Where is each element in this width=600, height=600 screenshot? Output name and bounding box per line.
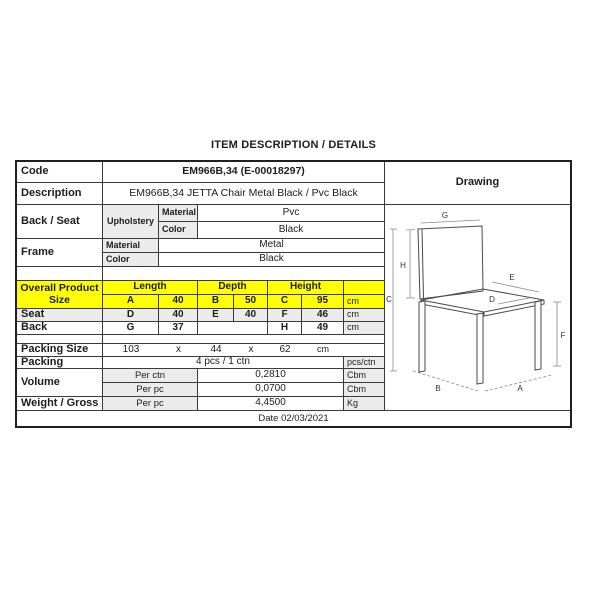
dim-label-g-icon: G [441, 211, 449, 220]
code-value: EM966B,34 (E-00018297) [103, 162, 385, 183]
dim-label-c-icon: C [386, 295, 392, 304]
overall-length-key: A [103, 295, 159, 309]
drawing-area [385, 205, 570, 411]
packing-label: Packing [17, 357, 103, 369]
volume-per-ctn-value: 0,2810 [198, 369, 344, 383]
seat-height-value: 46 [302, 309, 344, 322]
spec-table [15, 160, 572, 428]
seat-length-value: 40 [159, 309, 198, 322]
depth-header: Depth [198, 281, 268, 295]
seat-depth-value: 40 [234, 309, 268, 322]
packing-size-x2: x [248, 344, 254, 355]
weight-value: 4,4500 [198, 397, 344, 411]
packing-unit: pcs/ctn [344, 357, 385, 369]
volume-per-pc-label: Per pc [103, 383, 198, 397]
dim-label-a-icon: A [517, 384, 523, 393]
seat-unit: cm [344, 309, 385, 322]
back-seat-material-label: Material [159, 205, 198, 222]
overall-depth-value: 50 [234, 295, 268, 309]
size-header-unit-cell [344, 281, 385, 295]
back-depth-empty-cell [198, 322, 268, 335]
back-height-value: 49 [302, 322, 344, 335]
date-row: Date 02/03/2021 [17, 411, 570, 426]
packing-size-d2: 44 [210, 344, 222, 355]
volume-label: Volume [17, 369, 103, 397]
overall-height-value: 95 [302, 295, 344, 309]
back-row-label: Back [17, 322, 103, 335]
overall-unit: cm [344, 295, 385, 309]
seat-row-label: Seat [17, 309, 103, 322]
volume-per-pc-value: 0,0700 [198, 383, 344, 397]
back-length-key: G [103, 322, 159, 335]
back-length-value: 37 [159, 322, 198, 335]
volume-per-ctn-label: Per ctn [103, 369, 198, 383]
length-header: Length [103, 281, 198, 295]
packing-size-d3: 62 [279, 344, 291, 355]
seat-height-key: F [268, 309, 302, 322]
back-seat-color-label: Color [159, 222, 198, 239]
frame-material-label: Material [103, 239, 159, 253]
back-height-key: H [268, 322, 302, 335]
packing-value: 4 pcs / 1 ctn [103, 357, 344, 369]
dim-label-e-icon: E [509, 273, 515, 282]
dim-label-d-icon: D [489, 295, 495, 304]
chair-leg-back-left [419, 301, 425, 372]
upholstery-label: Upholstery [103, 205, 159, 239]
spacer-cell [103, 267, 385, 281]
dim-label-h-icon: H [400, 261, 406, 270]
frame-color-value: Black [159, 253, 385, 267]
code-label: Code [17, 162, 103, 183]
drawing-header: Drawing [385, 162, 570, 205]
description-label: Description [17, 183, 103, 205]
weight-label: Weight / Gross [17, 397, 103, 411]
description-value: EM966B,34 JETTA Chair Metal Black / Pvc Black [103, 183, 385, 205]
overall-size-label: Overall Product Size [17, 281, 103, 309]
packing-size-unit: cm [317, 344, 329, 355]
packing-size-value [103, 344, 385, 357]
packing-size-d1: 103 [122, 344, 140, 355]
dim-label-b-icon: B [435, 384, 441, 393]
spacer-cell [17, 267, 103, 281]
frame-material-value: Metal [159, 239, 385, 253]
volume-per-pc-unit: Cbm [344, 383, 385, 397]
overall-depth-key: B [198, 295, 234, 309]
chair-leg-front-right [535, 301, 541, 370]
weight-unit: Kg [344, 397, 385, 411]
overall-length-value: 40 [159, 295, 198, 309]
packing-size-x1: x [176, 344, 181, 355]
back-unit: cm [344, 322, 385, 335]
overall-height-key: C [268, 295, 302, 309]
back-seat-material-value: Pvc [198, 205, 385, 222]
back-seat-label: Back / Seat [17, 205, 103, 239]
packing-size-label: Packing Size [17, 344, 103, 357]
height-header: Height [268, 281, 344, 295]
frame-label: Frame [17, 239, 103, 267]
spacer-cell [17, 335, 103, 344]
dim-label-f-icon: F [560, 331, 566, 340]
weight-per-label: Per pc [103, 397, 198, 411]
chair-leg-front-left [477, 313, 483, 384]
frame-color-label: Color [103, 253, 159, 267]
spacer-cell [103, 335, 385, 344]
seat-length-key: D [103, 309, 159, 322]
seat-depth-key: E [198, 309, 234, 322]
volume-per-ctn-unit: Cbm [344, 369, 385, 383]
chair-drawing [385, 205, 570, 410]
page-title: ITEM DESCRIPTION / DETAILS [210, 139, 377, 151]
back-seat-color-value: Black [198, 222, 385, 239]
